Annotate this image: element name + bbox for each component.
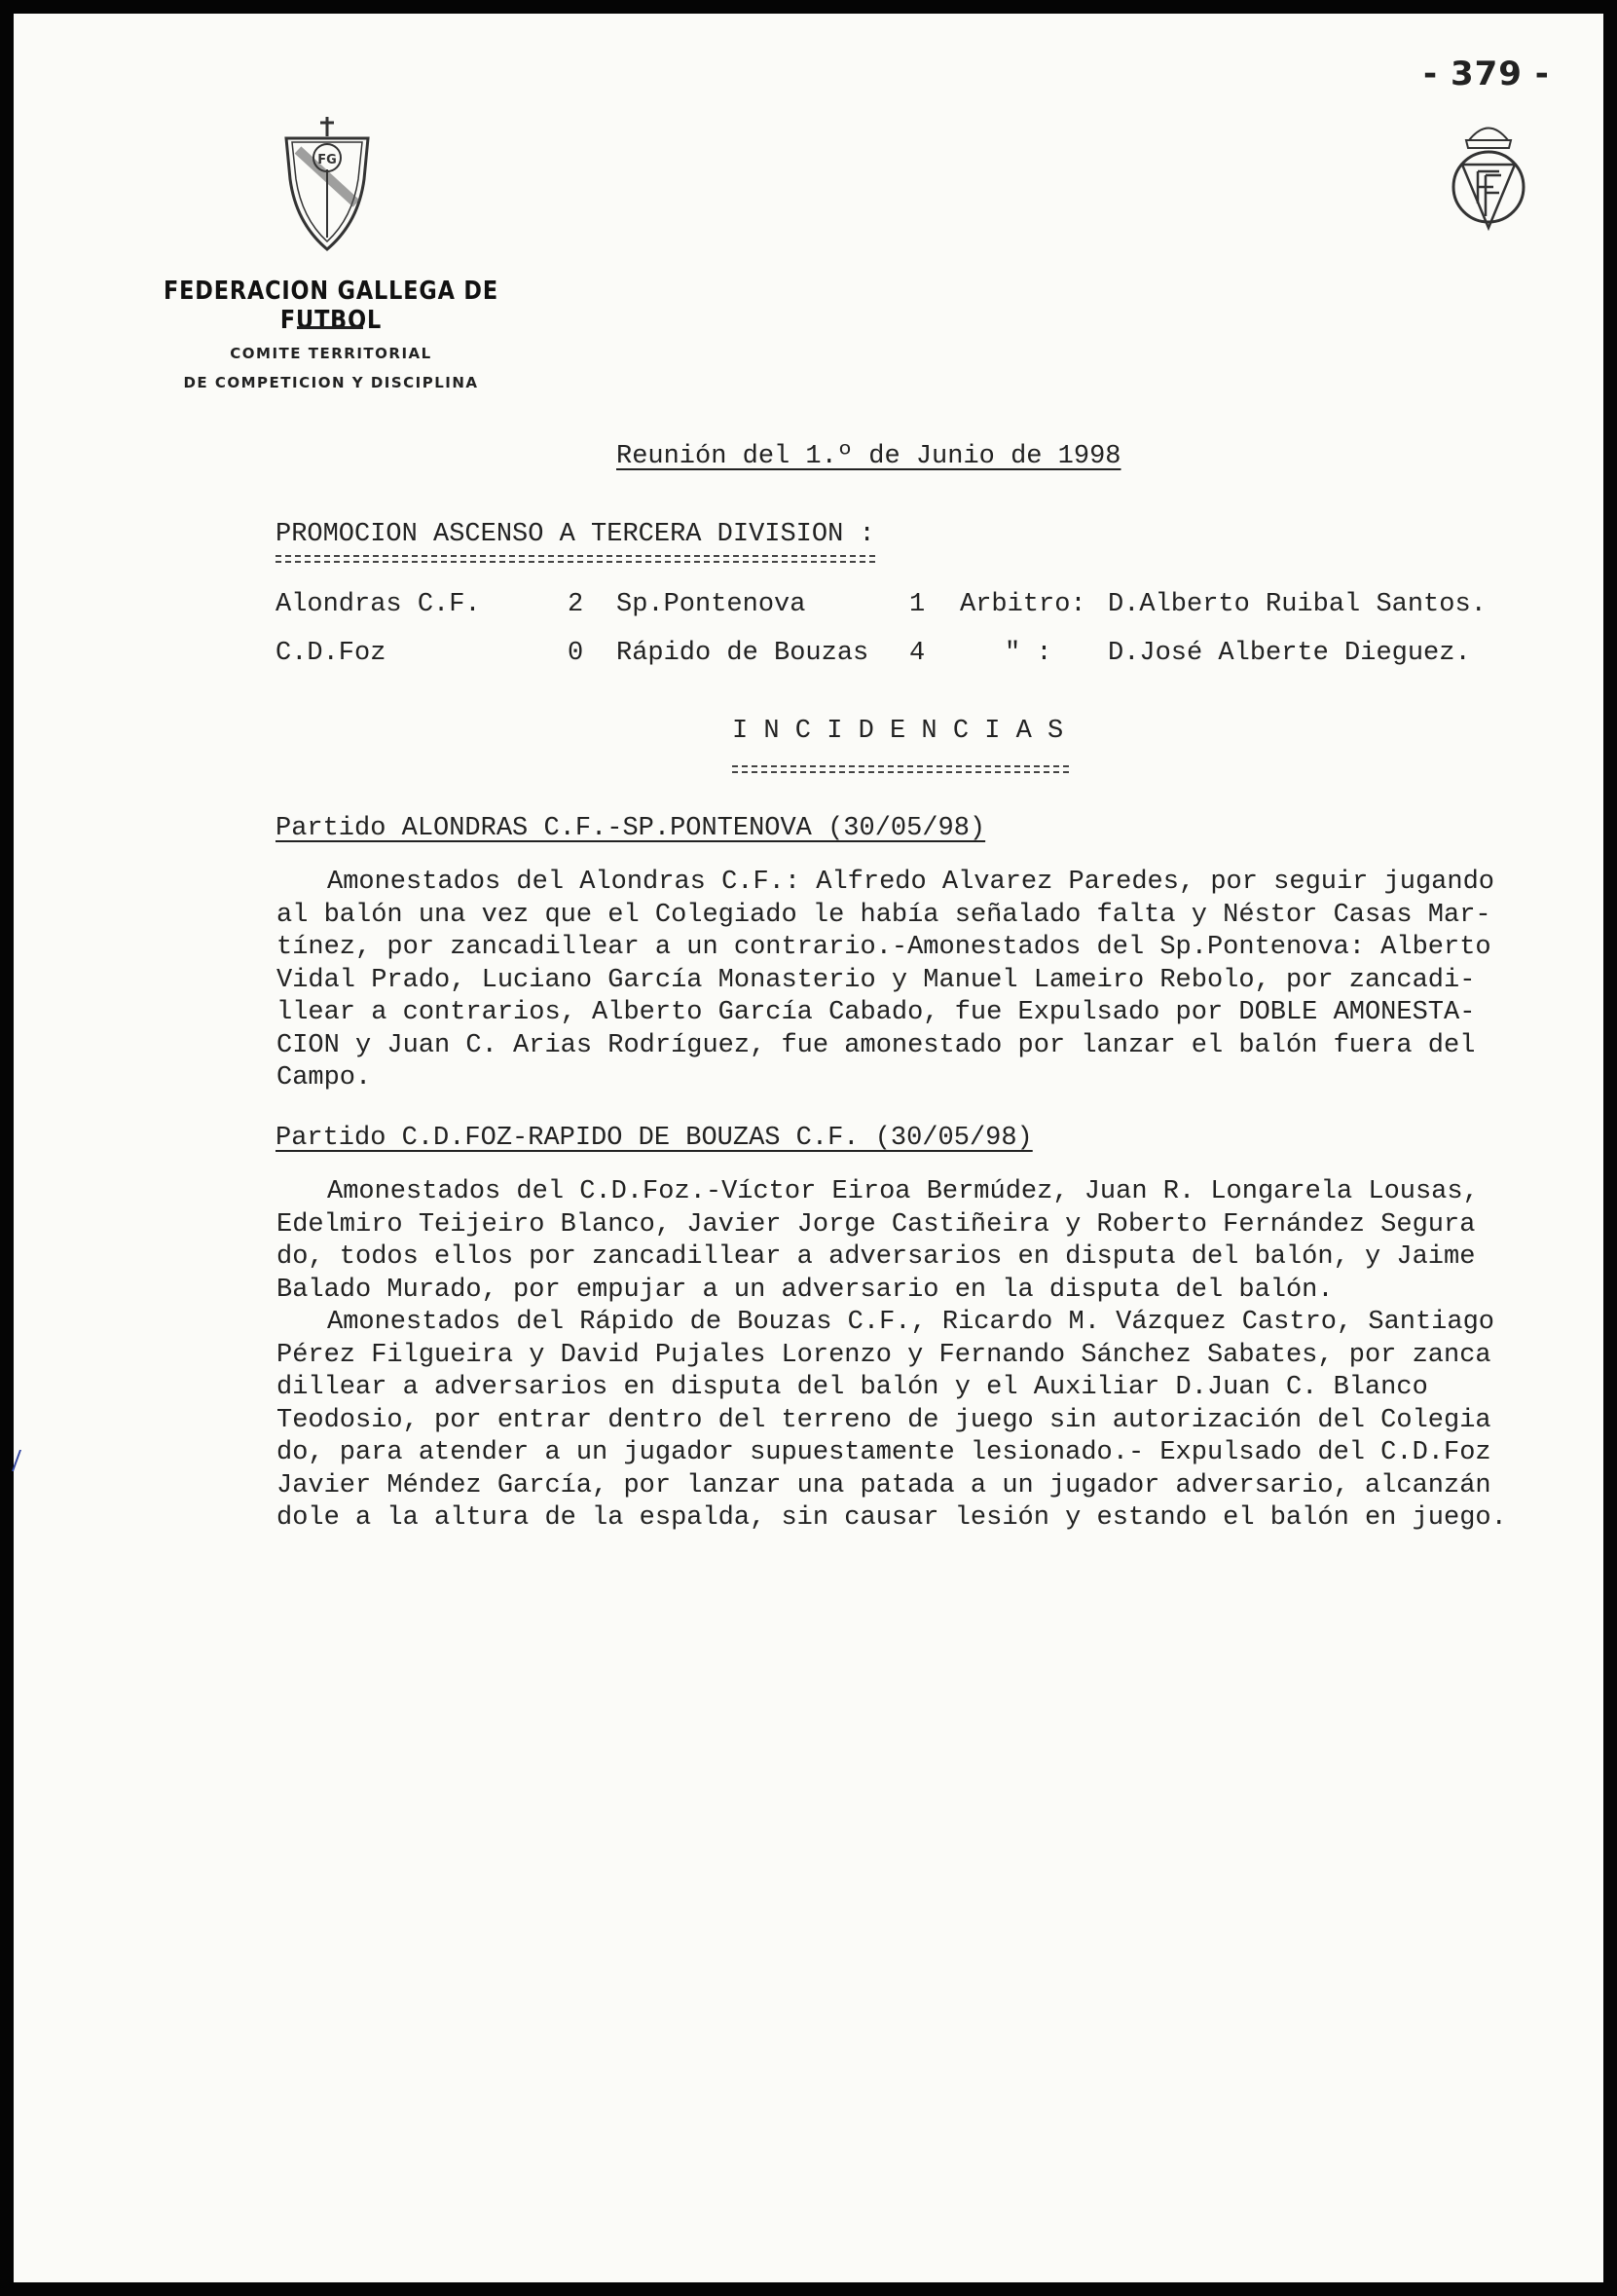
header-divider xyxy=(297,326,363,329)
section-title: PROMOCION ASCENSO A TERCERA DIVISION : xyxy=(276,520,875,549)
match2-line: do, todos ellos por zancadillear a adversarios en disputa del balón, y Jaime xyxy=(276,1242,1476,1272)
match1-body xyxy=(276,867,1552,1095)
match2-line: dole a la altura de la espalda, sin causar lesión y estando el balón en juego. xyxy=(276,1503,1507,1533)
match2-line: Edelmiro Teijeiro Blanco, Javier Jorge Castiñeira y Roberto Fernández Segura xyxy=(276,1209,1476,1240)
match2-line: Pérez Filgueira y David Pujales Lorenzo y Fernando Sánchez Sabates, por zanca xyxy=(276,1340,1491,1370)
margin-pen-mark xyxy=(12,1450,27,1471)
match2-line: dillear a adversarios en disputa del balón y el Auxiliar D.Juan C. Blanco xyxy=(276,1373,1428,1402)
match1-line: llear a contrarios, Alberto García Cabado, fue Expulsado por DOBLE AMONESTA- xyxy=(276,998,1476,1027)
match1-line: Campo. xyxy=(276,1063,372,1092)
incidencias-double-underline xyxy=(732,765,1069,767)
page-number: - 379 - xyxy=(1423,55,1550,93)
rfef-crest-logo xyxy=(1445,111,1532,238)
result-referee-label: Arbitro: xyxy=(960,590,1086,619)
result-referee-label: " : xyxy=(1005,639,1052,668)
result-referee: D.Alberto Ruibal Santos. xyxy=(1108,590,1487,619)
match2-line: Amonestados del Rápido de Bouzas C.F., Ricardo M. Vázquez Castro, Santiago xyxy=(327,1308,1494,1337)
match2-line: Teodosio, por entrar dentro del terreno de juego sin autorización del Colegia xyxy=(276,1405,1491,1435)
document-page xyxy=(14,14,1603,2282)
result-away-team: Rápido de Bouzas xyxy=(616,639,869,668)
result-home-team: C.D.Foz xyxy=(276,639,386,668)
svg-text:FG: FG xyxy=(317,153,337,167)
match1-heading: Partido ALONDRAS C.F.-SP.PONTENOVA (30/05/98) xyxy=(276,814,986,843)
section-title-double-underline xyxy=(276,555,875,557)
result-home-score: 2 xyxy=(568,590,584,619)
federation-name: FEDERACION GALLEGA DE FUTBOL xyxy=(164,277,498,335)
result-home-score: 0 xyxy=(568,639,584,668)
match1-line: Amonestados del Alondras C.F.: Alfredo Alvarez Paredes, por seguir jugando xyxy=(327,868,1494,897)
result-referee: D.José Alberte Dieguez. xyxy=(1108,639,1471,668)
match2-body xyxy=(276,1176,1552,1536)
match1-line: al balón una vez que el Colegiado le había señalado falta y Néstor Casas Mar- xyxy=(276,900,1491,930)
match1-line: Vidal Prado, Luciano García Monasterio y Manuel Lameiro Rebolo, por zancadi- xyxy=(276,965,1476,995)
committee-line1: COMITE TERRITORIAL xyxy=(230,345,432,362)
match2-line: Javier Méndez García, por lanzar una patada a un jugador adversario, alcanzán xyxy=(276,1470,1491,1500)
result-away-team: Sp.Pontenova xyxy=(616,590,806,619)
result-away-score: 1 xyxy=(909,590,926,619)
match1-line: tínez, por zancadillear a un contrario.-Amonestados del Sp.Pontenova: Alberto xyxy=(276,933,1491,962)
match2-line: Amonestados del C.D.Foz.-Víctor Eiroa Bermúdez, Juan R. Longarela Lousas, xyxy=(327,1177,1479,1206)
meeting-title: Reunión del 1.º de Junio de 1998 xyxy=(616,442,1121,471)
fgf-shield-logo xyxy=(278,111,376,257)
match2-heading: Partido C.D.FOZ-RAPIDO DE BOUZAS C.F. (30/05/98) xyxy=(276,1124,1033,1153)
result-home-team: Alondras C.F. xyxy=(276,590,481,619)
committee-line2: DE COMPETICION Y DISCIPLINA xyxy=(183,374,479,391)
match1-line: CION y Juan C. Arias Rodríguez, fue amonestado por lanzar el balón fuera del xyxy=(276,1030,1476,1060)
result-away-score: 4 xyxy=(909,639,926,668)
incidencias-title: I N C I D E N C I A S xyxy=(732,717,1064,746)
match2-line: Balado Murado, por empujar a un adversario en la disputa del balón. xyxy=(276,1275,1334,1305)
match2-line: do, para atender a un jugador supuestamente lesionado.- Expulsado del C.D.Foz xyxy=(276,1438,1491,1467)
